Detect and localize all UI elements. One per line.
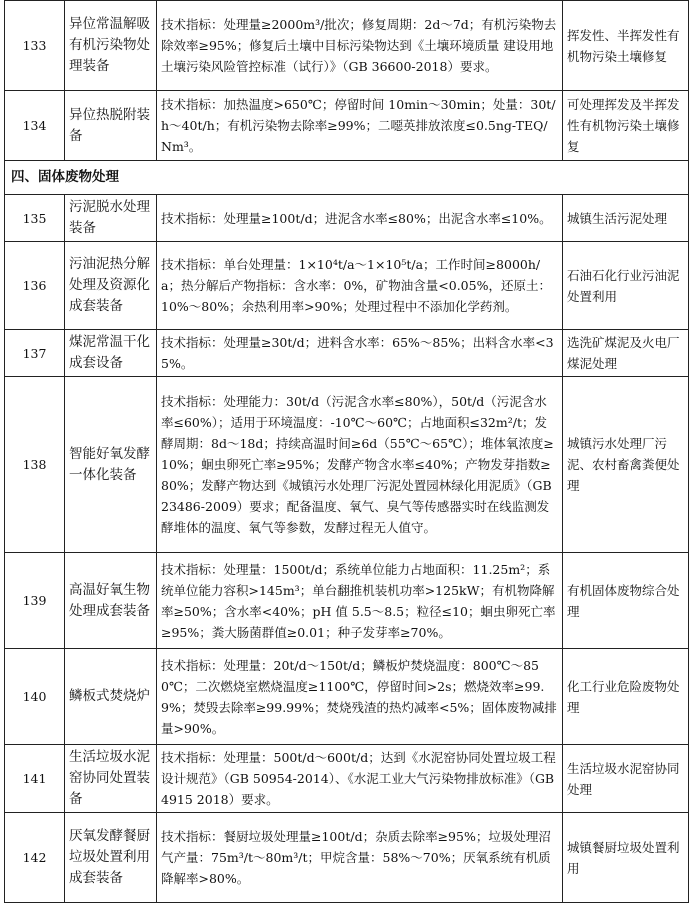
technical-spec: 技术指标：单台处理量：1×10⁴t/a～1×10⁵t/a；工作时间≥8000h/a；热分解后产物指标：含水率：0%，矿物油含量<0.05%，还原土：10%～80%；余热利用率>90%；处理过程中不添加化学药剂。 bbox=[157, 242, 563, 330]
table-row bbox=[5, 330, 689, 377]
row-number: 139 bbox=[5, 553, 65, 649]
technical-spec: 技术指标：处理能力：30t/d（污泥含水率≤80%），50t/d（污泥含水率≤60%）；适用于环境温度：-10℃～60℃；占地面积≤32m²/t；发酵周期：8d～18d；持续高温时间≥6d（55℃～65℃）；堆体氧浓度≥10%；蛔虫卵死亡率≥95%；发酵产物含水率≤40%；产物发芽指数≥80%；发酵产物达到《城镇污水处理厂污泥处置园林绿化用泥质》（GB 23486-2009）要求；配备温度、氧气、臭气等传感器实时在线监测发酵堆体的温度、氧气等参数，发酵过程无人值守。 bbox=[157, 377, 563, 553]
technical-spec: 技术指标：处理量：20t/d～150t/d；鳞板炉焚烧温度：800℃～850℃；二次燃烧室燃烧温度≥1100℃，停留时间>2s；燃烧效率≥99.9%；焚毁去除率≥99.99%；焚烧残渣的热灼减率<5%；固体废物减排量>90%。 bbox=[157, 649, 563, 745]
technical-spec: 技术指标：处理量≥2000m³/批次；修复周期：2d～7d；有机污染物去除效率≥95%；修复后土壤中目标污染物达到《土壤环境质量 建设用地土壤污染风险管控标准（试行）》（GB 36600-2018）要求。 bbox=[157, 1, 563, 91]
equipment-name: 异位常温解吸有机污染物处理装备 bbox=[65, 1, 157, 91]
application-scope: 化工行业危险废物处理 bbox=[563, 649, 689, 745]
table-row bbox=[5, 1, 689, 91]
application-scope: 选洗矿煤泥及火电厂煤泥处理 bbox=[563, 330, 689, 377]
table-row bbox=[5, 553, 689, 649]
equipment-name: 异位热脱附装备 bbox=[65, 91, 157, 161]
row-number: 133 bbox=[5, 1, 65, 91]
application-scope: 城镇餐厨垃圾处置利用 bbox=[563, 813, 689, 903]
equipment-name: 鳞板式焚烧炉 bbox=[65, 649, 157, 745]
technical-spec: 技术指标：餐厨垃圾处理量≥100t/d；杂质去除率≥95%；垃圾处理沼气产量：75m³/t～80m³/t；甲烷含量：58%～70%；厌氧系统有机质降解率>80%。 bbox=[157, 813, 563, 903]
equipment-name: 煤泥常温干化成套设备 bbox=[65, 330, 157, 377]
row-number: 138 bbox=[5, 377, 65, 553]
technical-spec: 技术指标：处理量：500t/d～600t/d；达到《水泥窑协同处置垃圾工程设计规范》（GB 50954-2014）、《水泥工业大气污染物排放标准》（GB 4915 2018）要求。 bbox=[157, 745, 563, 813]
equipment-table bbox=[4, 0, 689, 903]
row-number: 134 bbox=[5, 91, 65, 161]
equipment-name: 高温好氧生物处理成套装备 bbox=[65, 553, 157, 649]
application-scope: 可处理挥发及半挥发性有机物污染土壤修复 bbox=[563, 91, 689, 161]
table-body-bottom bbox=[5, 195, 689, 903]
section-header-group bbox=[5, 161, 689, 195]
row-number: 140 bbox=[5, 649, 65, 745]
technical-spec: 技术指标：处理量≥100t/d；进泥含水率≤80%；出泥含水率≤10%。 bbox=[157, 195, 563, 242]
row-number: 135 bbox=[5, 195, 65, 242]
application-scope: 城镇污水处理厂污泥、农村畜禽粪便处理 bbox=[563, 377, 689, 553]
table-row bbox=[5, 745, 689, 813]
application-scope: 石油石化行业污油泥处置利用 bbox=[563, 242, 689, 330]
technical-spec: 技术指标：加热温度>650℃；停留时间 10min～30min；处量：30t/h～40t/h；有机污染物去除率≥99%；二噁英排放浓度≤0.5ng-TEQ/Nm³。 bbox=[157, 91, 563, 161]
table-row bbox=[5, 813, 689, 903]
application-scope: 有机固体废物综合处理 bbox=[563, 553, 689, 649]
row-number: 137 bbox=[5, 330, 65, 377]
application-scope: 城镇生活污泥处理 bbox=[563, 195, 689, 242]
technical-spec: 技术指标：处理量≥30t/d；进料含水率：65%～85%；出料含水率<35%。 bbox=[157, 330, 563, 377]
application-scope: 生活垃圾水泥窑协同处理 bbox=[563, 745, 689, 813]
equipment-name: 厌氧发酵餐厨垃圾处置利用成套装备 bbox=[65, 813, 157, 903]
equipment-name: 生活垃圾水泥窑协同处置装备 bbox=[65, 745, 157, 813]
row-number: 141 bbox=[5, 745, 65, 813]
table-body-top bbox=[5, 1, 689, 161]
section-title: 四、固体废物处理 bbox=[5, 161, 689, 195]
table-row bbox=[5, 649, 689, 745]
table-row bbox=[5, 195, 689, 242]
section-row bbox=[5, 161, 689, 195]
equipment-name: 污泥脱水处理装备 bbox=[65, 195, 157, 242]
technical-spec: 技术指标：处理量：1500t/d；系统单位能力占地面积：11.25m²；系统单位能力容积>145m³；单台翻推机装机功率>125kW；有机物降解率≥50%；含水率<40%；pH 值 5.5～8.5；粒径≤10；蛔虫卵死亡率≥95%；粪大肠菌群值≥0.01；种子发芽率≥70%。 bbox=[157, 553, 563, 649]
row-number: 136 bbox=[5, 242, 65, 330]
table-row bbox=[5, 242, 689, 330]
equipment-name: 智能好氧发酵一体化装备 bbox=[65, 377, 157, 553]
table-row bbox=[5, 91, 689, 161]
table-row bbox=[5, 377, 689, 553]
equipment-name: 污油泥热分解处理及资源化成套装备 bbox=[65, 242, 157, 330]
application-scope: 挥发性、半挥发性有机物污染土壤修复 bbox=[563, 1, 689, 91]
row-number: 142 bbox=[5, 813, 65, 903]
